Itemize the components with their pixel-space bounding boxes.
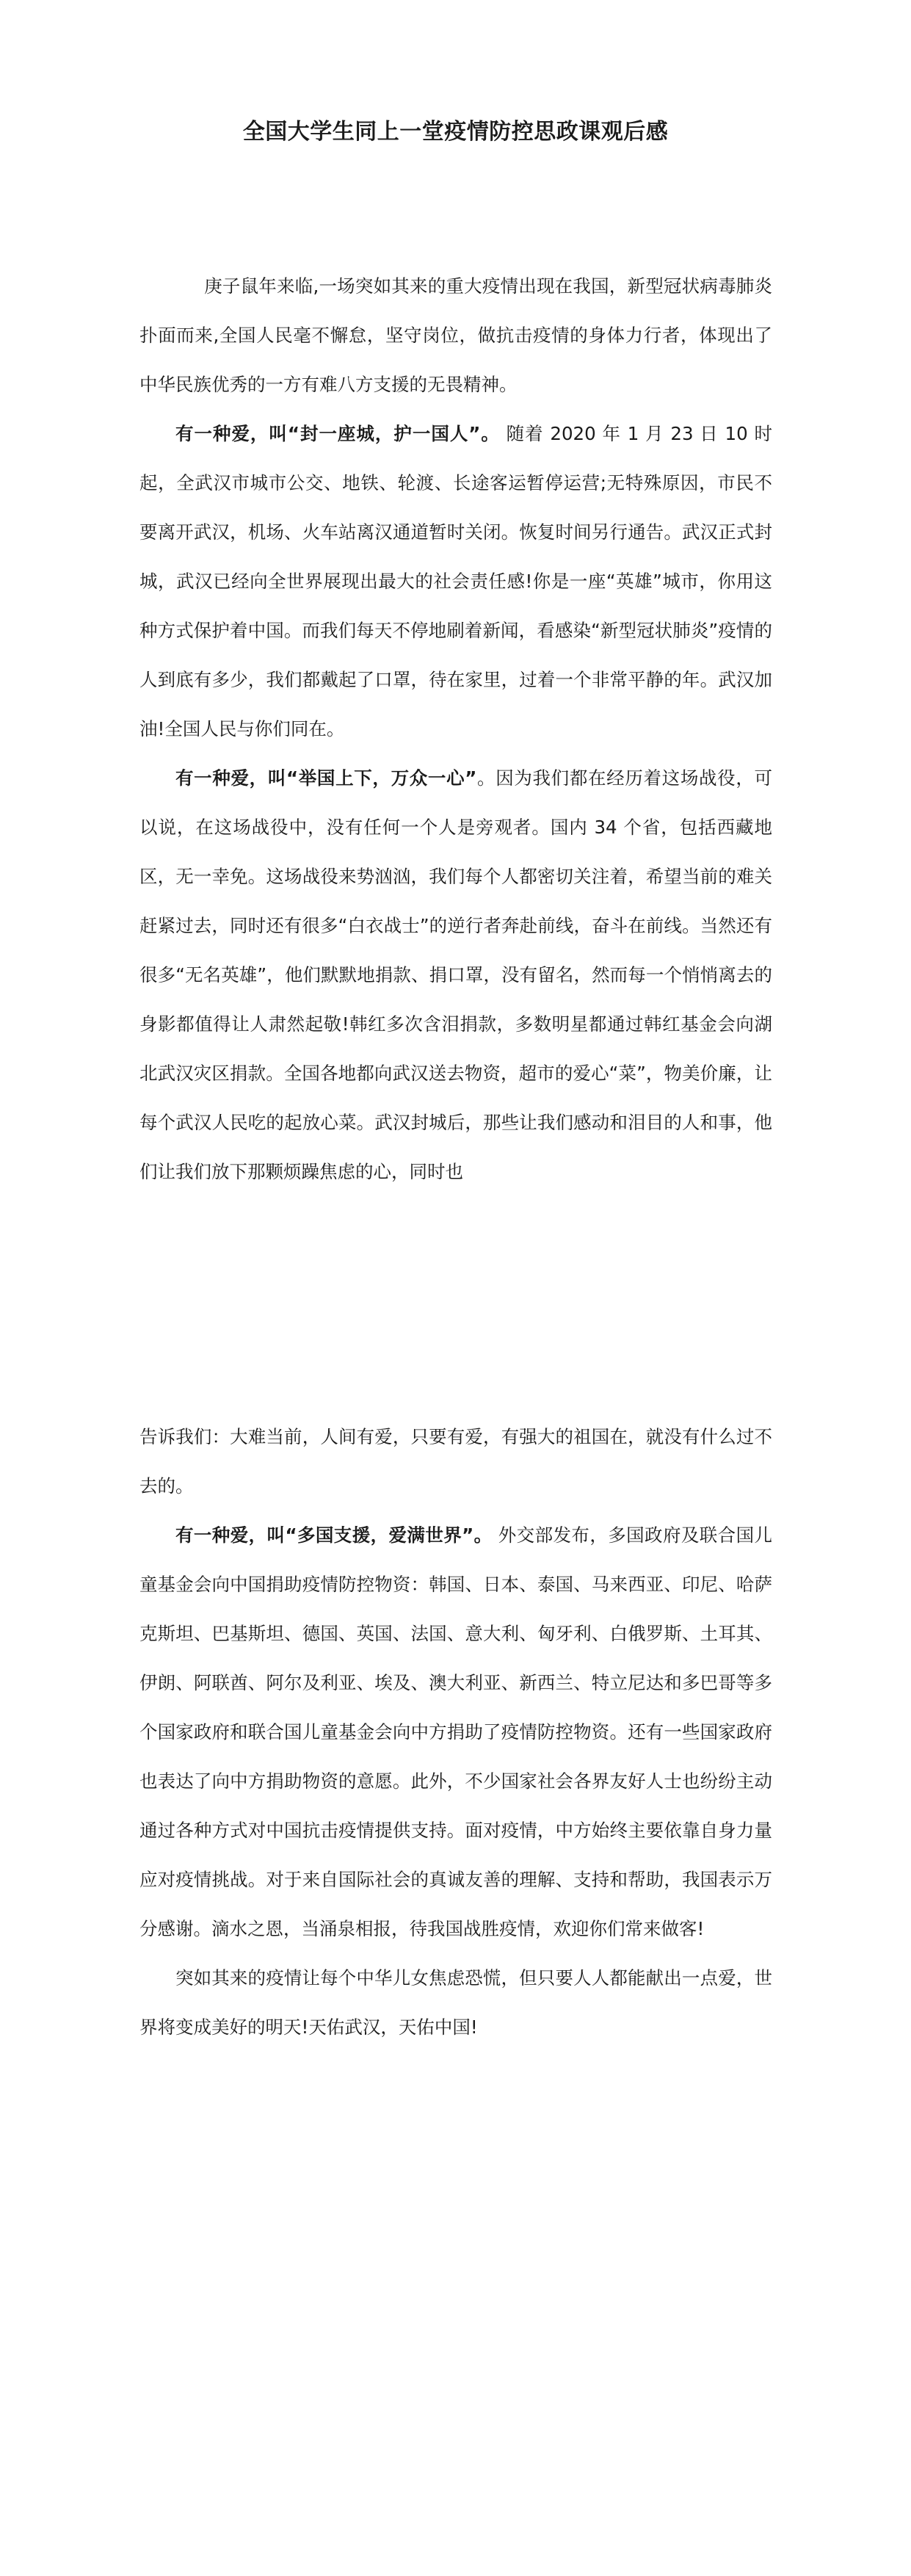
text-block-upper: [139, 261, 772, 1196]
paragraph-text: 。因为我们都在经历着这场战役，可以说，在这场战役中，没有任何一个人是旁观者。国内 34 个省，包括西藏地区，无一幸免。这场战役来势汹汹，我们每个人都密切关注着，希望当前的难关赶紧过去，同时还有很多“白衣战士”的逆行者奔赴前线，奋斗在前线。当然还有很多“无名英雄”，他们默默地捐款、捐口罩，没有留名，然而每一个悄悄离去的身影都值得让人肃然起敬!韩红多次含泪捐款，多数明星都通过韩红基金会向湖北武汉灾区捐款。全国各地都向武汉送去物资，超市的爱心“菜”，物美价廉，让每个武汉人民吃的起放心菜。武汉封城后，那些让我们感动和泪目的人和事，他们让我们放下那颗烦躁焦虑的心，同时也: [139, 767, 773, 1182]
paragraph-text: 外交部发布，多国政府及联合国儿童基金会向中国捐助疫情防控物资：韩国、日本、泰国、马来西亚、印尼、哈萨克斯坦、巴基斯坦、德国、英国、法国、意大利、匈牙利、白俄罗斯、土耳其、伊朗、阿联酋、阿尔及利亚、埃及、澳大利亚、新西兰、特立尼达和多巴哥等多个国家政府和联合国儿童基金会向中方捐助了疫情防控物资。还有一些国家政府也表达了向中方捐助物资的意愿。此外，不少国家社会各界友好人士也纷纷主动通过各种方式对中国抗击疫情提供支持。面对疫情，中方始终主要依靠自身力量应对疫情挑战。对于来自国际社会的真诚友善的理解、支持和帮助，我国表示万分感谢。滴水之恩，当涌泉相报，待我国战胜疫情，欢迎你们常来做客!: [139, 1524, 773, 1939]
paragraph-text: 突如其来的疫情让每个中华儿女焦虑恐慌，但只要人人都能献出一点爱，世界将变成美好的明天!天佑武汉，天佑中国!: [139, 1967, 772, 2038]
paragraph-lockdown: [139, 409, 772, 753]
text-block-lower: [139, 1412, 772, 2052]
paragraph-lead: 有一种爱，叫“封一座城，护一国人”。: [175, 423, 500, 444]
paragraph-text: 告诉我们：大难当前，人间有爱，只要有爱，有强大的祖国在，就没有什么过不去的。: [139, 1426, 772, 1497]
paragraph-intro: [139, 261, 772, 409]
paragraph-continuation: [139, 1412, 772, 1510]
paragraph-text: 随着 2020 年 1 月 23 日 10 时起，全武汉市城市公交、地铁、轮渡、长途客运暂停运营;无特殊原因，市民不要离开武汉，机场、火车站离汉通道暂时关闭。恢复时间另行通告。武汉正式封城，武汉已经向全世界展现出最大的社会责任感!你是一座“英雄”城市，你用这种方式保护着中国。而我们每天不停地刷着新闻，看感染“新型冠状肺炎”疫情的人到底有多少，我们都戴起了口罩，待在家里，过着一个非常平静的年。武汉加油!全国人民与你们同在。: [139, 423, 772, 739]
paragraph-nation-united: [139, 753, 772, 1196]
page-title: 全国大学生同上一堂疫情防控思政课观后感: [242, 119, 669, 145]
paragraph-conclusion: [139, 1953, 772, 2052]
paragraph-text: 庚子鼠年来临,一场突如其来的重大疫情出现在我国，新型冠状病毒肺炎扑面而来,全国人民毫不懈怠，坚守岗位，做抗击疫情的身体力行者，体现出了中华民族优秀的一方有难八方支援的无畏精神。: [139, 275, 772, 395]
paragraph-lead: 有一种爱，叫“多国支援，爱满世界”。: [175, 1524, 493, 1546]
paragraph-lead: 有一种爱，叫“举国上下，万众一心”: [175, 767, 477, 789]
paragraph-world-support: [139, 1510, 772, 1953]
